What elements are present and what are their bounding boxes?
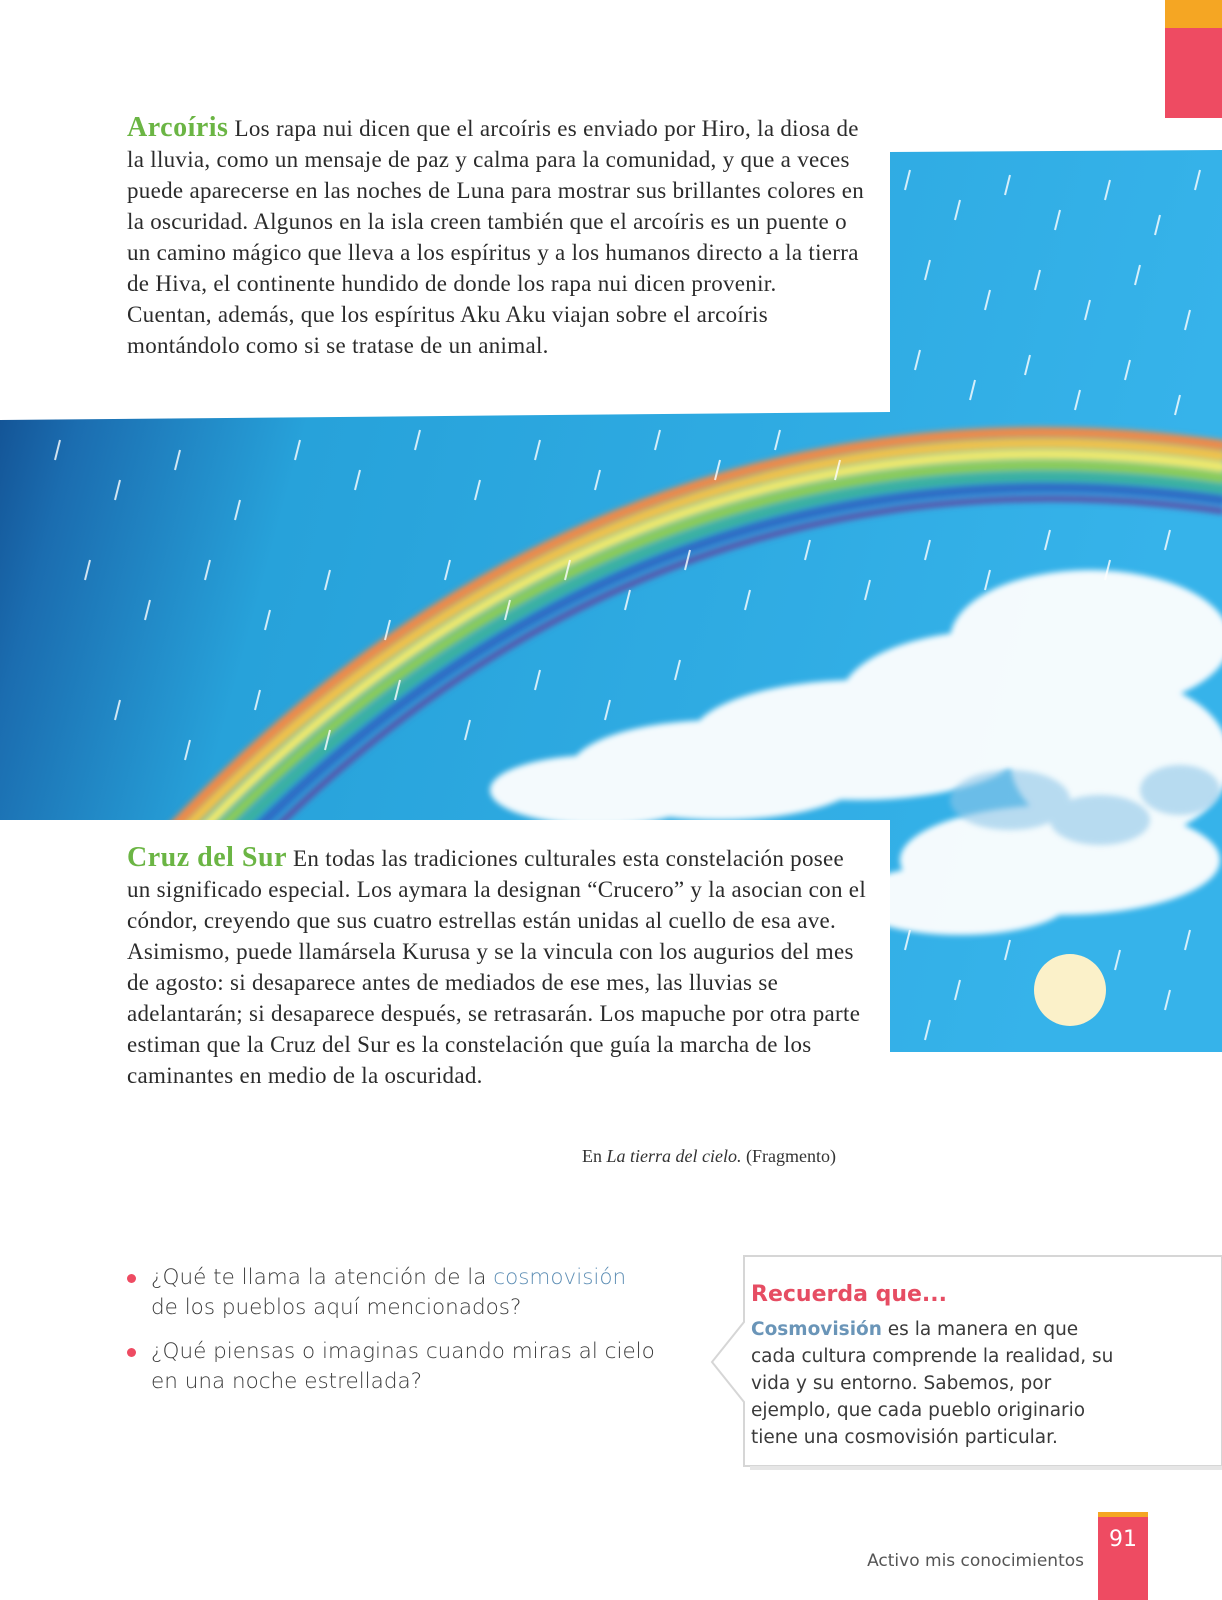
footer-section-label: Activo mis conocimientos: [867, 1551, 1084, 1571]
question-text-end: de los pueblos aquí mencionados?: [151, 1295, 522, 1320]
text-arcoiris: Los rapa nui dicen que el arcoíris es enviado por Hiro, la diosa de la lluvia, como un mensaje de paz y calma para la comunidad, y que a veces puede aparecerse en las noches de Luna para mostrar sus brillantes colores en la oscuridad. Algunos en la isla creen también que el arcoíris es un puente o un camino mágico que lleva a los espíritus y a los humanos directo a la tierra de Hiva, el continente hundido de donde los rapa nui dicen provenir. Cuentan, además, que los espíritus Aku Aku viajan sobre el arcoíris montándolo como si se tratase de un animal.: [127, 116, 865, 358]
heading-cruz-del-sur: Cruz del Sur: [127, 842, 287, 873]
heading-arcoiris: Arcoíris: [127, 112, 229, 143]
bullet-icon: [127, 1274, 136, 1283]
paragraph-cruz-del-sur: [127, 842, 867, 1091]
question-text: ¿Qué piensas o imaginas cuando miras al cielo en una noche estrellada?: [151, 1339, 655, 1394]
question-text: ¿Qué te llama la atención de la: [151, 1265, 494, 1290]
reminder-text: es la manera en que cada cultura comprende la realidad, su vida y su entorno. Sabemos, por ejemplo, que cada pueblo originario tiene una cosmovisión particular.: [751, 1319, 1114, 1448]
sun: [1034, 954, 1106, 1026]
text-block-cruz-del-sur: [0, 820, 890, 1130]
reminder-title: Recuerda que...: [751, 1282, 947, 1307]
source-suffix: (Fragmento): [741, 1146, 836, 1166]
text-block-arcoiris: [0, 0, 890, 412]
question-item: [125, 1337, 655, 1397]
bullet-icon: [127, 1348, 136, 1357]
page-number: 91: [1098, 1512, 1148, 1600]
reminder-box: [680, 1252, 1222, 1472]
text-cruz-del-sur: En todas las tradiciones culturales esta constelación posee un significado especial. Los aymara la designan “Crucero” y la asocian con el cóndor, creyendo que sus cuatro estrellas están unidas al cuello de esa ave. Asimismo, puede llamársela Kurusa y se la vincula con los augurios del mes de agosto: si desaparece antes de mediados de ese mes, las lluvias se adelantarán; si desaparece después, se retrasarán. Los mapuche por otra parte estiman que la Cruz del Sur es la constelación que guía la marcha de los caminantes en medio de la oscuridad.: [127, 846, 867, 1088]
source-prefix: En: [582, 1146, 607, 1166]
reminder-body: [751, 1316, 1121, 1451]
question-item: [125, 1263, 655, 1323]
reminder-keyword: Cosmovisión: [751, 1319, 882, 1340]
source-title: La tierra del cielo.: [606, 1146, 742, 1166]
question-keyword: cosmovisión: [493, 1265, 627, 1290]
source-citation: [582, 1146, 836, 1167]
paragraph-arcoiris: [127, 112, 867, 361]
question-list: [125, 1263, 655, 1411]
